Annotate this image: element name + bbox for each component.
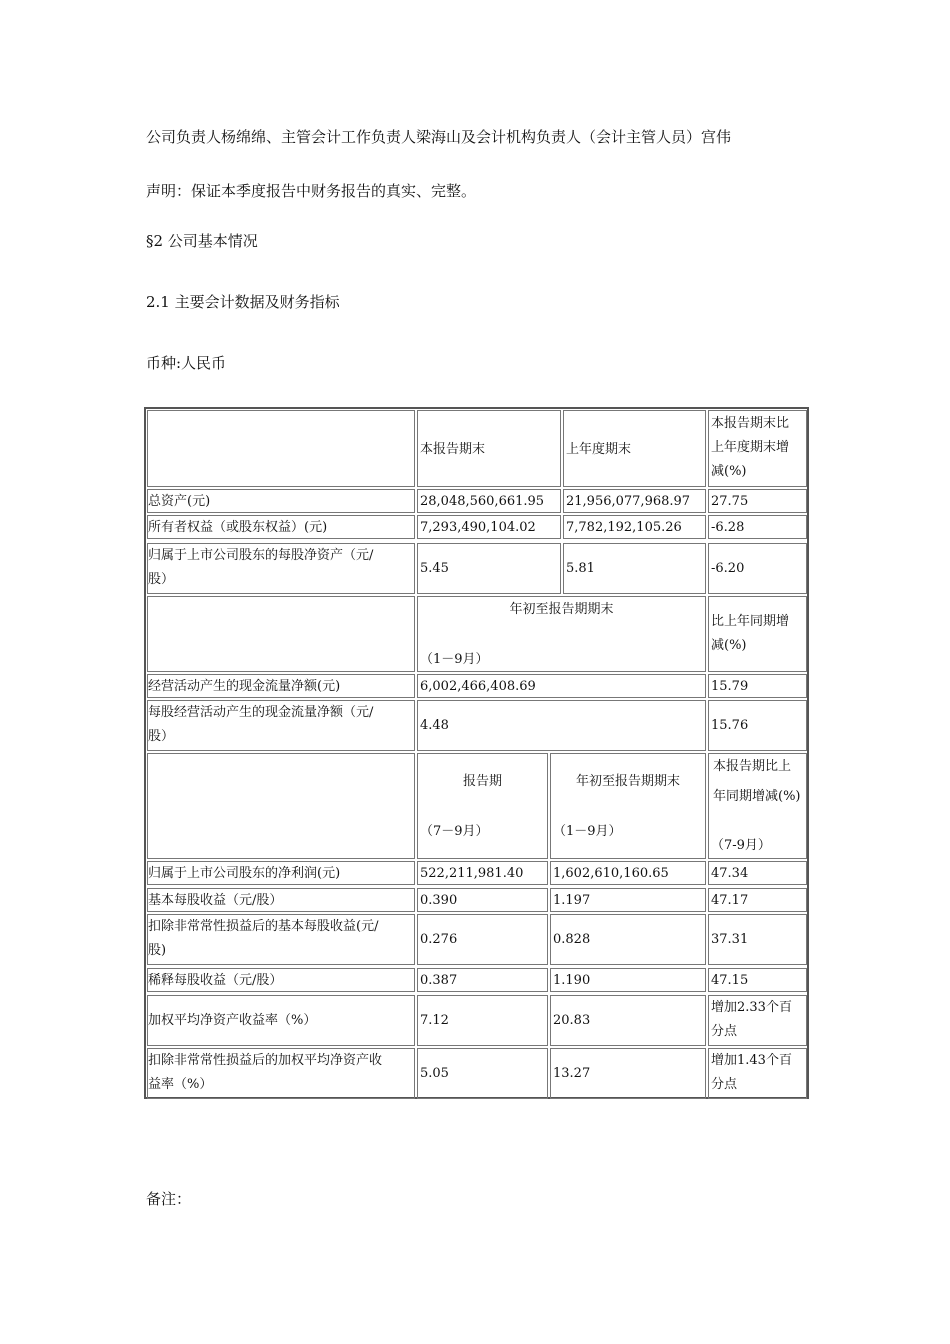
table-header-text: 本报告期末 <box>420 442 486 457</box>
table-value: 7,782,192,105.26 <box>566 519 682 535</box>
table-value: 分点 <box>711 1077 738 1092</box>
table-header-blank <box>147 596 415 672</box>
table-value: 15.79 <box>711 678 749 694</box>
table-row-label: 扣除非常常性损益后的加权平均净资产收 <box>148 1053 383 1068</box>
table-row-label: 归属于上市公司股东的每股净资产（元/ <box>148 548 374 563</box>
table-value: 4.48 <box>420 718 449 733</box>
table-header-cell <box>708 596 807 672</box>
table-value: 15.76 <box>711 718 749 733</box>
table-value: -6.20 <box>711 561 745 576</box>
table-value: 37.31 <box>711 932 749 947</box>
table-value: 0.390 <box>420 892 458 908</box>
table-row-label: 每股经营活动产生的现金流量净额（元/ <box>148 705 374 720</box>
table-header-text: 年初至报告期期末 <box>575 774 680 789</box>
table-header-text: （1－9月） <box>553 824 622 839</box>
table-value: 21,956,077,968.97 <box>566 493 691 509</box>
table-value: -6.28 <box>711 519 745 535</box>
table-value: 28,048,560,661.95 <box>420 493 545 509</box>
currency-label: 币种:人民币 <box>146 354 227 372</box>
table-value: 0.828 <box>553 932 591 947</box>
table-header-text: 减(%) <box>711 464 747 479</box>
table-header-text: 上年度期末 <box>566 442 632 457</box>
table-value: 0.387 <box>420 972 458 988</box>
table-value: 1.190 <box>553 972 591 988</box>
table-header-text: 本报告期末比 <box>711 416 790 431</box>
table-value: 5.81 <box>566 561 595 576</box>
table-header-cell <box>550 753 706 859</box>
section-heading: §2 公司基本情况 <box>146 232 258 250</box>
table-header-text: （1－9月） <box>420 652 489 667</box>
table-header-text: 年初至报告期期末 <box>509 602 614 617</box>
table-row-label: 股) <box>148 943 167 958</box>
table-value: 1.197 <box>553 892 591 908</box>
table-value: 47.15 <box>711 972 749 988</box>
table-header-blank <box>147 753 415 859</box>
table-value: 5.05 <box>420 1066 449 1081</box>
table-header-cell <box>417 753 548 859</box>
table-header-text: 年同期增减(%) <box>713 789 801 804</box>
table-value: 47.17 <box>711 892 749 908</box>
table-header-text: 比上年同期增 <box>711 614 790 629</box>
table-row-label: 基本每股收益（元/股） <box>148 892 283 908</box>
table-row-label: 稀释每股收益（元/股） <box>148 972 283 988</box>
table-row-label: 股） <box>148 572 175 587</box>
table-value: 0.276 <box>420 932 458 947</box>
table-header-text: 本报告期比上 <box>713 759 792 774</box>
table-value: 7,293,490,104.02 <box>420 519 536 535</box>
table-value: 20.83 <box>553 1013 591 1028</box>
table-row-label: 经营活动产生的现金流量净额(元) <box>148 678 341 694</box>
table-value: 27.75 <box>711 493 749 509</box>
table-header-text: （7-9月） <box>711 838 771 853</box>
table-value: 增加2.33个百 <box>711 1000 792 1015</box>
table-value: 分点 <box>711 1024 738 1039</box>
intro-line-1: 公司负责人杨绵绵、主管会计工作负责人梁海山及会计机构负责人（会计主管人员）宫伟 <box>146 128 732 146</box>
table-row-label: 股） <box>148 729 175 744</box>
table-value: 增加1.43个百 <box>711 1053 792 1068</box>
table-value: 522,211,981.40 <box>420 865 524 881</box>
table-header-blank <box>147 410 415 487</box>
table-value: 5.45 <box>420 561 449 576</box>
table-value: 13.27 <box>553 1066 591 1081</box>
table-value: 6,002,466,408.69 <box>420 678 536 694</box>
table-header-text: 上年度期末增 <box>711 440 790 455</box>
table-value: 7.12 <box>420 1013 449 1028</box>
notes-label: 备注： <box>146 1190 192 1208</box>
subsection-heading: 2.1 主要会计数据及财务指标 <box>146 293 340 311</box>
table-header-text: 报告期 <box>462 774 502 789</box>
table-row-label: 益率（%） <box>148 1077 213 1092</box>
table-row-label: 归属于上市公司股东的净利润(元) <box>148 865 341 881</box>
table-header-text: （7－9月） <box>420 824 489 839</box>
intro-line-2: 声明：保证本季度报告中财务报告的真实、完整。 <box>146 182 477 200</box>
table-value: 1,602,610,160.65 <box>553 865 669 881</box>
table-row-label: 所有者权益（或股东权益）(元) <box>148 519 328 535</box>
table-row-label: 总资产(元) <box>148 493 211 509</box>
table-row-label: 加权平均净资产收益率（%） <box>148 1013 317 1028</box>
table-row-label: 扣除非常常性损益后的基本每股收益(元/ <box>148 919 379 934</box>
table-header-text: 减(%) <box>711 638 747 653</box>
table-value: 47.34 <box>711 865 749 881</box>
table-cell <box>417 700 706 751</box>
